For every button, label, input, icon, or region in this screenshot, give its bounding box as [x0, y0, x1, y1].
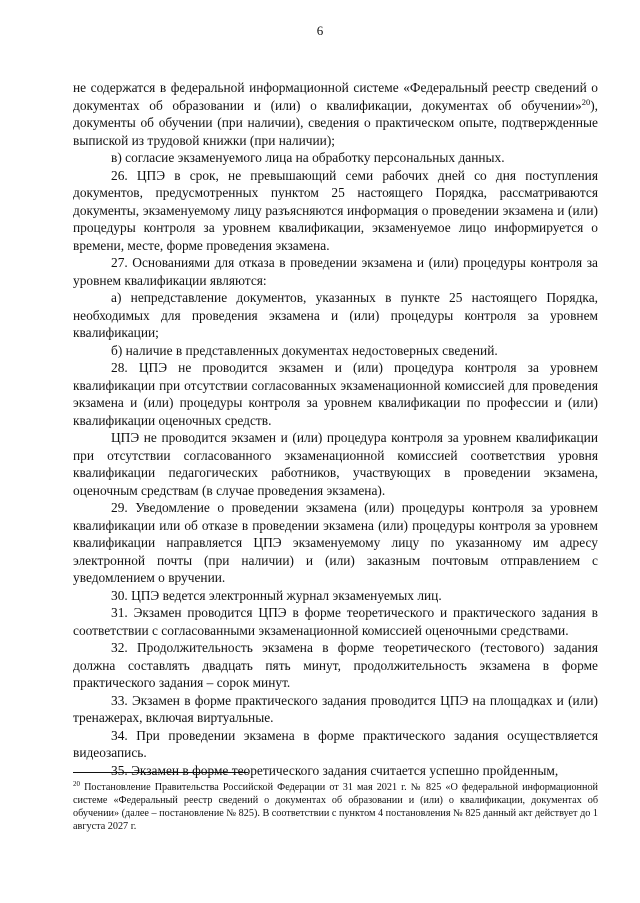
footnote — [73, 781, 598, 833]
paragraph: 32. Продолжительность экзамена в форме теоретического (тестового) задания должна составлять двадцать пять минут, продолжительность экзамена в форме практического задания – сорок минут. — [73, 640, 598, 690]
page-number: 6 — [316, 23, 324, 38]
footnote-divider — [73, 772, 248, 773]
paragraph: а) непредставление документов, указанных в пункте 25 настоящего Порядка, необходимых для проведения экзамена и (или) процедуры контроля за уровнем квалификации; — [73, 290, 598, 340]
footnote-text: Постановление Правительства Российской Федерации от 31 мая 2021 г. № 825 «О федеральной информационной системе «Федеральный реестр сведений о документах об образовании и (или) о квалификации, документах об обучении» (далее – постановление № 825). В соответствии с пунктом 4 постановления № 825 данный акт действует до 1 августа 2027 г. — [73, 782, 598, 832]
footnote-reference[interactable]: 20 — [581, 96, 591, 107]
paragraph: 34. При проведении экзамена в форме практического задания осуществляется видеозапись. — [73, 727, 598, 760]
paragraph: 29. Уведомление о проведении экзамена (или) процедуры контроля за уровнем квалификации или об отказе в проведении экзамена (или) процедуры контроля за уровнем квалификации направляется ЦПЭ экзаменуемому лицу по указанному им адресу электронной почты (при наличии) и (или) заказным почтовым отправлением с уведомлением о вручении. — [73, 500, 598, 585]
paragraph: в) согласие экзаменуемого лица на обработку персональных данных. — [111, 150, 505, 165]
footnote-marker: 20 — [73, 780, 80, 788]
paragraph: не содержатся в федеральной информационной системе «Федеральный реестр сведений о документах об образовании и (или) о квалификации, документах об обучении»$^{20}$), документы об обучении (при наличии), сведения о практическом опыте, подтвержденные выпиской из трудовой книжки (при наличии); — [73, 80, 598, 148]
paragraph: 33. Экзамен в форме практического задания проводится ЦПЭ на площадках и (или) тренажерах, включая виртуальные. — [73, 692, 598, 725]
paragraph: 35. Экзамен в форме теоретического задания считается успешно пройденным, — [111, 762, 559, 778]
document-body — [73, 79, 598, 779]
paragraph: 28. ЦПЭ не проводится экзамен и (или) процедура контроля за уровнем квалификации при отсутствии согласованных экзаменационной комиссией для проведения экзамена и (или) процедуры контроля за уровнем квалификации по профессии и (или) квалификации оценочных средств. — [73, 360, 598, 428]
paragraph: 30. ЦПЭ ведется электронный журнал экзаменуемых лиц. — [111, 587, 442, 603]
paragraph: 31. Экзамен проводится ЦПЭ в форме теоретического и практического задания в соответствии с согласованными экзаменационной комиссией оценочными средствами. — [73, 605, 598, 638]
paragraph: 27. Основаниями для отказа в проведении экзамена и (или) процедуры контроля за уровнем квалификации являются: — [73, 255, 598, 288]
paragraph: 26. ЦПЭ в срок, не превышающий семи рабочих дней со дня поступления документов, предусмотренных пунктом 25 настоящего Порядка, рассматриваются документы, экзаменуемому лицу разъясняются информация о проведении экзамена и (или) процедуры контроля за уровнем квалификации, экзаменуемое лицо информируется о времени, месте, форме проведения экзамена. — [73, 167, 598, 253]
paragraph: ЦПЭ не проводится экзамен и (или) процедура контроля за уровнем квалификации при отсутствии согласованного экзаменационной комиссией соответствия уровня квалификации педагогических работников, участвующих в проведении экзамена, оценочным средствам (в случае проведения экзамена). — [73, 430, 598, 498]
paragraph: б) наличие в представленных документах недостоверных сведений. — [111, 342, 498, 358]
